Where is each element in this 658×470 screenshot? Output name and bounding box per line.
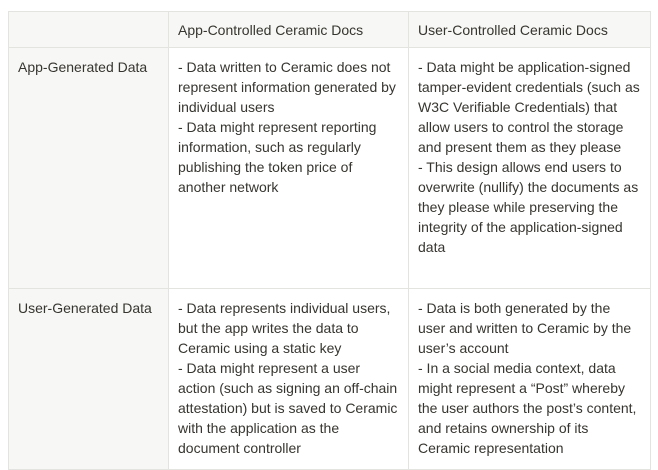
cell-text: - In a social media context, data might represent a “Post” whereby the user authors the post’s content, and retains ownership of its Ceramic representation xyxy=(418,360,637,456)
column-header-app-controlled: App-Controlled Ceramic Docs xyxy=(169,12,409,48)
cell-app-generated-user-controlled xyxy=(409,48,651,289)
column-header-user-controlled: User-Controlled Ceramic Docs xyxy=(409,12,651,48)
cell-text: - Data might be application-signed tamper-evident credentials (such as W3C Verifiable Credentials) that allow users to control the storage and present them as they please xyxy=(418,59,640,155)
table-row xyxy=(9,289,651,470)
row-header-app-generated: App-Generated Data xyxy=(9,48,169,289)
row-header-user-generated: User-Generated Data xyxy=(9,289,169,470)
comparison-table-container xyxy=(8,11,651,470)
cell-text: - Data written to Ceramic does not represent information generated by individual users xyxy=(178,59,396,115)
table-row xyxy=(9,48,651,289)
cell-user-generated-user-controlled xyxy=(409,289,651,470)
corner-cell xyxy=(9,12,169,48)
cell-text: - Data is both generated by the user and written to Ceramic by the user’s account xyxy=(418,300,632,356)
cell-text: - This design allows end users to overwrite (nullify) the documents as they please while preserving the integrity of the application-signed data xyxy=(418,159,639,255)
cell-user-generated-app-controlled xyxy=(169,289,409,470)
comparison-table xyxy=(8,11,651,470)
cell-app-generated-app-controlled xyxy=(169,48,409,289)
cell-text: - Data represents individual users, but the app writes the data to Ceramic using a static key xyxy=(178,300,391,356)
cell-text: - Data might represent a user action (such as signing an off-chain attestation) but is saved to Ceramic with the application as the document controller xyxy=(178,360,398,456)
cell-text: - Data might represent reporting information, such as regularly publishing the token price of another network xyxy=(178,119,377,195)
header-row xyxy=(9,12,651,48)
